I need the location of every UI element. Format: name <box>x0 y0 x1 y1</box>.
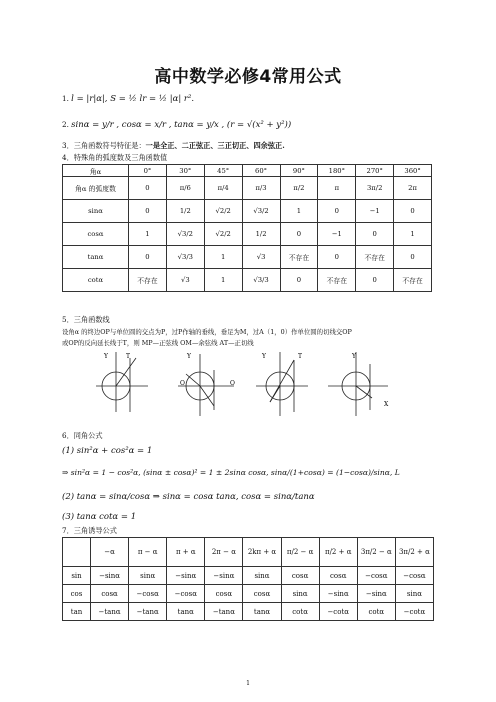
table-cell: π/4 <box>204 177 242 200</box>
table-cell: −cotα <box>319 603 357 621</box>
quadrant-4-diagram <box>328 352 388 416</box>
table-cell: −1 <box>318 223 356 246</box>
axis-label: Y <box>352 353 356 360</box>
table-cell: 3π/2 <box>356 177 394 200</box>
table-cell: −cosα <box>357 567 395 585</box>
trig-lines-desc-1: 设角α 的终边OP与单位圆的交点为P，过P作轴的垂线，垂足为M，过A（1，0）作单位圆的切线交OP <box>62 328 352 336</box>
arc-sector-formula: l = |r|α|, S = ½ lr = ½ |α| r². <box>71 94 195 104</box>
axis-label: T <box>298 353 303 360</box>
header-cell: 角α <box>63 165 129 177</box>
table-cell: 0 <box>356 223 394 246</box>
table-cell: cosα <box>281 567 319 585</box>
header-cell: 90° <box>280 165 318 177</box>
table-cell: −tanα <box>91 603 129 621</box>
header-cell: 60° <box>242 165 280 177</box>
item-number: 1. <box>62 94 69 103</box>
sign-rule-label: 3．三角函数符号特征是： <box>62 141 146 150</box>
table-cell: √3 <box>242 246 280 269</box>
table-cell: 0 <box>356 269 394 292</box>
table-row <box>63 177 432 200</box>
page-title: 高中数学必修4常用公式 <box>154 67 342 87</box>
quadrant-2-diagram <box>178 354 234 416</box>
table-row <box>63 567 434 585</box>
table-cell: 1 <box>204 269 242 292</box>
table-cell: 1 <box>204 246 242 269</box>
table-cell: 0 <box>129 246 167 269</box>
table-cell: 不存在 <box>394 269 432 292</box>
table-cell: 不存在 <box>318 269 356 292</box>
table-cell: √3 <box>166 269 204 292</box>
identities-heading: 6．同角公式 <box>62 431 103 440</box>
trig-definition-formula: sinα = y/r , cosα = x/r , tanα = y/x , (r = √(x² + y²)) <box>71 120 292 130</box>
row-label: sinα <box>63 200 129 223</box>
table-cell: 0 <box>129 200 167 223</box>
formula-definitions <box>62 120 291 130</box>
table-cell: −cotα <box>395 603 433 621</box>
row-label: cos <box>63 585 91 603</box>
identity-2: (2) tanα = sinα/cosα ⇒ sinα = cosα tanα, cosα = sinα/tanα <box>62 492 315 502</box>
table-cell: cosα <box>319 567 357 585</box>
table-cell: π <box>318 177 356 200</box>
table-cell: 1 <box>129 223 167 246</box>
table-cell: cotα <box>281 603 319 621</box>
header-cell: 2kπ + α <box>243 538 281 567</box>
formula-arc-length <box>62 94 194 104</box>
special-angles-heading: 4．特殊角的弧度数及三角函数值 <box>62 153 168 162</box>
header-cell: 0° <box>129 165 167 177</box>
identity-3: (3) tanα cotα = 1 <box>62 512 137 522</box>
table-cell: √2/2 <box>204 223 242 246</box>
table-cell: −sinα <box>167 567 205 585</box>
table-cell: 2π <box>394 177 432 200</box>
table-cell: −sinα <box>91 567 129 585</box>
table-header-row <box>63 538 434 567</box>
table-cell: 0 <box>280 223 318 246</box>
table-row <box>63 603 434 621</box>
table-cell: −cosα <box>395 567 433 585</box>
header-cell: π/2 + α <box>319 538 357 567</box>
header-cell: 3π/2 − α <box>357 538 395 567</box>
table-cell: −1 <box>356 200 394 223</box>
table-cell: √2/2 <box>204 200 242 223</box>
trig-lines-heading: 5．三角函数线 <box>62 315 110 324</box>
table-cell: cosα <box>91 585 129 603</box>
page-number: 1 <box>246 680 250 687</box>
table-cell: 0 <box>318 246 356 269</box>
table-row <box>63 223 432 246</box>
table-row <box>63 246 432 269</box>
table-row <box>63 585 434 603</box>
table-cell: −sinα <box>205 567 243 585</box>
table-cell: 0 <box>394 246 432 269</box>
header-cell <box>63 538 91 567</box>
table-cell: 不存在 <box>280 246 318 269</box>
table-cell: sinα <box>243 567 281 585</box>
table-cell: −cosα <box>129 585 167 603</box>
table-cell: −sinα <box>357 585 395 603</box>
quadrant-1-diagram <box>96 352 148 412</box>
table-cell: sinα <box>129 567 167 585</box>
table-cell: sinα <box>281 585 319 603</box>
table-cell: π/2 <box>280 177 318 200</box>
header-cell: 45° <box>204 165 242 177</box>
origin-label: O <box>230 380 235 387</box>
header-cell: π − α <box>129 538 167 567</box>
table-cell: π/6 <box>166 177 204 200</box>
table-cell: 不存在 <box>129 269 167 292</box>
header-cell: 2π − α <box>205 538 243 567</box>
row-label: cotα <box>63 269 129 292</box>
quadrant-3-diagram <box>256 352 308 416</box>
table-cell: tanα <box>243 603 281 621</box>
table-cell: 1 <box>394 223 432 246</box>
header-cell: 360° <box>394 165 432 177</box>
table-cell: −tanα <box>205 603 243 621</box>
table-cell: √3/2 <box>166 223 204 246</box>
table-cell: π/3 <box>242 177 280 200</box>
table-cell: −sinα <box>319 585 357 603</box>
header-cell: 3π/2 + α <box>395 538 433 567</box>
table-cell: 不存在 <box>356 246 394 269</box>
table-cell: cosα <box>205 585 243 603</box>
induction-heading: 7．三角诱导公式 <box>62 526 117 535</box>
axis-label: Y <box>262 353 266 360</box>
axis-label: Y <box>187 353 191 360</box>
table-cell: 0 <box>394 200 432 223</box>
table-cell: sinα <box>395 585 433 603</box>
axis-label: T <box>126 353 131 360</box>
table-cell: √3/2 <box>242 200 280 223</box>
table-cell: 0 <box>280 269 318 292</box>
axis-label: X <box>384 401 389 408</box>
induction-formula-table <box>62 537 434 621</box>
table-row <box>63 200 432 223</box>
special-angles-table <box>62 164 432 292</box>
item-number: 2. <box>62 120 69 129</box>
table-cell: cosα <box>243 585 281 603</box>
table-cell: 0 <box>318 200 356 223</box>
trig-lines-desc-2: 或OP的反向延长线于T，则 MP—正弦线 OM—余弦线 AT—正切线 <box>62 339 254 347</box>
origin-label: O <box>180 380 185 387</box>
table-cell: 1 <box>280 200 318 223</box>
table-cell: −cosα <box>167 585 205 603</box>
identity-1-derived: ⇒ sin²α = 1 − cos²α, (sinα ± cosα)² = 1 ± 2sinα cosα, sinα/(1+cosα) = (1−cosα)/sinα, L <box>62 468 400 477</box>
sign-rule-text: 一是全正、二正弦正、三正切正、四余弦正. <box>145 141 285 150</box>
table-header-row <box>63 165 432 177</box>
row-label: 角α 的弧度数 <box>63 177 129 200</box>
unit-circle-figure <box>96 350 396 418</box>
header-cell: π + α <box>167 538 205 567</box>
table-cell: −tanα <box>129 603 167 621</box>
header-cell: π/2 − α <box>281 538 319 567</box>
header-cell: −α <box>91 538 129 567</box>
axis-label: Y <box>104 353 108 360</box>
table-cell: tanα <box>167 603 205 621</box>
table-cell: 0 <box>129 177 167 200</box>
row-label: tan <box>63 603 91 621</box>
table-row <box>63 269 432 292</box>
sign-rule <box>62 141 285 151</box>
row-label: sin <box>63 567 91 585</box>
row-label: tanα <box>63 246 129 269</box>
table-cell: √3/3 <box>166 246 204 269</box>
header-cell: 270° <box>356 165 394 177</box>
row-label: cosα <box>63 223 129 246</box>
identity-1: (1) sin²α + cos²α = 1 <box>62 446 153 456</box>
table-cell: √3/3 <box>242 269 280 292</box>
header-cell: 30° <box>166 165 204 177</box>
table-cell: cotα <box>357 603 395 621</box>
unit-circle-diagrams <box>96 350 396 418</box>
table-cell: 1/2 <box>166 200 204 223</box>
header-cell: 180° <box>318 165 356 177</box>
table-cell: 1/2 <box>242 223 280 246</box>
